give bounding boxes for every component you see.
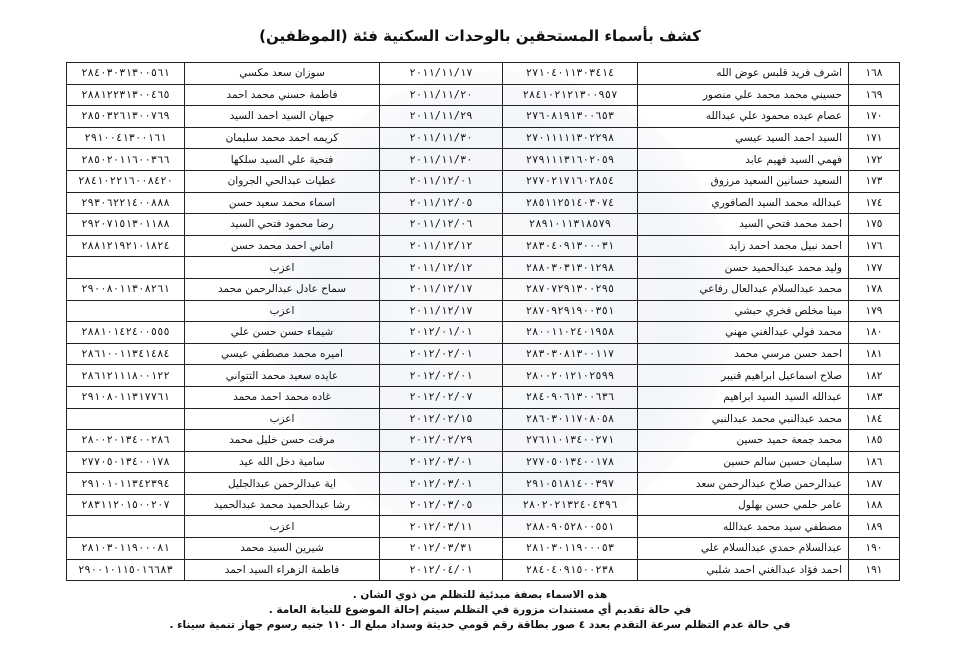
cell-name: فهمي السيد فهيم عابد <box>638 149 849 171</box>
cell-number: ١٨٨ <box>849 494 900 516</box>
cell-name: احمد فؤاد عبدالغني احمد شلبي <box>638 559 849 581</box>
table-row <box>67 365 900 387</box>
cell-name: محمد جمعة حميد حسين <box>638 430 849 452</box>
cell-number: ١٨٩ <box>849 516 900 538</box>
cell-national-id: ٢٨٣٠٣٠٨١٣٠٠١١٧ <box>503 343 638 365</box>
table-row <box>67 170 900 192</box>
cell-number: ١٩١ <box>849 559 900 581</box>
cell-spouse-id: ٢٩٣٠٦٢٢١٤٠٠٨٨٨ <box>67 192 185 214</box>
table-row <box>67 408 900 430</box>
cell-spouse-name: اية عبدالرحمن عبدالجليل <box>185 473 380 495</box>
cell-number: ١٧٤ <box>849 192 900 214</box>
cell-number: ١٦٨ <box>849 63 900 85</box>
cell-number: ١٨٦ <box>849 451 900 473</box>
cell-date: ٢٠١٢/٠٣/٠١ <box>380 473 503 495</box>
cell-spouse-id: ٢٩٠٠١٠١١٥٠١٦٦٨٣ <box>67 559 185 581</box>
table-row <box>67 322 900 344</box>
table-body <box>67 63 900 581</box>
cell-number: ١٧٧ <box>849 257 900 279</box>
cell-name: مصطفي سيد محمد عبدالله <box>638 516 849 538</box>
cell-spouse-name: كريمه احمد محمد سليمان <box>185 127 380 149</box>
cell-spouse-id <box>67 257 185 279</box>
cell-name: محمد عبدالنبي محمد عبدالنبي <box>638 408 849 430</box>
cell-date: ٢٠١١/١١/٣٠ <box>380 127 503 149</box>
cell-spouse-name: فتحية علي السيد سلكها <box>185 149 380 171</box>
cell-number: ١٧٩ <box>849 300 900 322</box>
cell-national-id: ٢٨٧٠٩٢٩١٩٠٠٣٥١ <box>503 300 638 322</box>
cell-date: ٢٠١١/١٢/١٧ <box>380 300 503 322</box>
cell-number: ١٧١ <box>849 127 900 149</box>
note-line: في حالة عدم التظلم سرعة التقدم بعدد ٤ صور بطاقة رقم قومي حديثة وسداد مبلغ الـ ١١٠ جنيه رسوم جهاز تنمية سيناء . <box>169 619 791 631</box>
cell-number: ١٧٢ <box>849 149 900 171</box>
cell-name: عبدالله السيد السيد ابراهيم <box>638 386 849 408</box>
cell-date: ٢٠١٢/٠٣/١١ <box>380 516 503 538</box>
cell-spouse-name: فاطمة حسني محمد احمد <box>185 84 380 106</box>
cell-number: ١٩٠ <box>849 538 900 560</box>
cell-date: ٢٠١١/١١/٣٠ <box>380 149 503 171</box>
cell-spouse-name: غاده محمد احمد محمد <box>185 386 380 408</box>
cell-spouse-name: مرفت حسن خليل محمد <box>185 430 380 452</box>
cell-spouse-name: عطيات عبدالحي الجروان <box>185 170 380 192</box>
cell-spouse-id: ٢٨٤١٠٢٢١٦٠٠٨٤٢٠ <box>67 170 185 192</box>
cell-name: عبدالرحمن صلاح عبدالرحمن سعد <box>638 473 849 495</box>
cell-spouse-name: اسماء محمد سعيد حسن <box>185 192 380 214</box>
table-row <box>67 559 900 581</box>
cell-national-id: ٢٨٠٠٢٠١٢١٠٢٥٩٩ <box>503 365 638 387</box>
cell-name: عبدالسلام حمدي عبدالسلام علي <box>638 538 849 560</box>
table-row <box>67 430 900 452</box>
cell-date: ٢٠١٢/٠٢/٠٧ <box>380 386 503 408</box>
cell-name: السيد احمد السيد عيسي <box>638 127 849 149</box>
cell-name: احمد حسن مرسي محمد <box>638 343 849 365</box>
cell-spouse-id: ٢٨٠٠٢٠١٣٤٠٠٢٨٦ <box>67 430 185 452</box>
table-row <box>67 235 900 257</box>
table-row <box>67 63 900 85</box>
table-row <box>67 257 900 279</box>
cell-date: ٢٠١٢/٠٢/١٥ <box>380 408 503 430</box>
cell-date: ٢٠١٢/٠٣/٠١ <box>380 451 503 473</box>
cell-spouse-id: ٢٨٦١٢١١١٨٠٠١٢٢ <box>67 365 185 387</box>
cell-spouse-id: ٢٨٤٠٣٠٣١٣٠٠٥٦١ <box>67 63 185 85</box>
table-row <box>67 451 900 473</box>
table-row <box>67 494 900 516</box>
cell-spouse-name: اعزب <box>185 257 380 279</box>
cell-national-id: ٢٧١٠٤٠١١٣٠٣٤١٤ <box>503 63 638 85</box>
cell-spouse-id: ٢٨٨١٢٢٣١٣٠٠٤٦٥ <box>67 84 185 106</box>
cell-number: ١٧٦ <box>849 235 900 257</box>
cell-spouse-name: اعزب <box>185 408 380 430</box>
table-row <box>67 192 900 214</box>
cell-date: ٢٠١١/١٢/٠١ <box>380 170 503 192</box>
cell-number: ١٨٧ <box>849 473 900 495</box>
cell-national-id: ٢٧٠١١١١١٣٠٢٢٩٨ <box>503 127 638 149</box>
cell-spouse-id: ٢٨١٠٣٠١١٩٠٠٠٨١ <box>67 538 185 560</box>
cell-spouse-id: ٢٩١٠١٠١١٣٤٢٣٩٤ <box>67 473 185 495</box>
cell-spouse-id: ٢٩٢٠٧١٥١٣٠١١٨٨ <box>67 214 185 236</box>
cell-name: اشرف فريد قلبس عوض الله <box>638 63 849 85</box>
cell-national-id: ٢٨٤٠٩٠٦١٣٠٠٦٣٦ <box>503 386 638 408</box>
cell-number: ١٧٠ <box>849 106 900 128</box>
cell-national-id: ٢٨١٠٣٠١١٩٠٠٠٥٣ <box>503 538 638 560</box>
table-row <box>67 386 900 408</box>
cell-national-id: ٢٧٧٠٢١٧١٦٠٢٨٥٤ <box>503 170 638 192</box>
cell-date: ٢٠١١/١١/١٧ <box>380 63 503 85</box>
cell-spouse-id: ٢٨٥٠٣٢٦١٣٠٠٧٦٩ <box>67 106 185 128</box>
cell-spouse-name: سماح عادل عبدالرحمن محمد <box>185 278 380 300</box>
cell-spouse-name: شيماء حسن حسن علي <box>185 322 380 344</box>
cell-number: ١٨٢ <box>849 365 900 387</box>
cell-name: عبدالله محمد السيد الصافوري <box>638 192 849 214</box>
cell-spouse-name: اميره محمد مصطفي عيسي <box>185 343 380 365</box>
cell-date: ٢٠١١/١٢/١٢ <box>380 235 503 257</box>
cell-national-id: ٢٨٨٠٩٠٥٢٨٠٠٥٥١ <box>503 516 638 538</box>
cell-national-id: ٢٨٤٠٤٠٩١٥٠٠٢٣٨ <box>503 559 638 581</box>
cell-national-id: ٢٨٤١٠٢١٢١٣٠٠٩٥٧ <box>503 84 638 106</box>
notes-block <box>0 588 960 633</box>
note-line: هذه الاسماء بصفة مبدئية للتظلم من ذوي الشان . <box>352 589 608 601</box>
cell-number: ١٨٤ <box>849 408 900 430</box>
cell-date: ٢٠١٢/٠٢/٠١ <box>380 365 503 387</box>
cell-spouse-id: ٢٩٠٠٨٠١١٣٠٨٢٦١ <box>67 278 185 300</box>
cell-spouse-id: ٢٨٦١٠٠١١٣٤١٤٨٤ <box>67 343 185 365</box>
cell-spouse-id: ٢٧٧٠٥٠١٣٤٠٠١٧٨ <box>67 451 185 473</box>
table-row <box>67 278 900 300</box>
cell-spouse-id: ٢٩١٠٨٠١١٣١٧٧٦١ <box>67 386 185 408</box>
table-row <box>67 516 900 538</box>
cell-spouse-name: سامية دخل الله عيد <box>185 451 380 473</box>
cell-date: ٢٠١١/١١/٢٠ <box>380 84 503 106</box>
cell-national-id: ٢٨٨٠٣٠٣١٣٠١٢٩٨ <box>503 257 638 279</box>
table-row <box>67 214 900 236</box>
table-row <box>67 300 900 322</box>
cell-number: ١٧٣ <box>849 170 900 192</box>
cell-date: ٢٠١٢/٠٢/٠١ <box>380 343 503 365</box>
cell-spouse-name: رشا عبدالحميد محمد عبدالحميد <box>185 494 380 516</box>
cell-spouse-id <box>67 516 185 538</box>
cell-spouse-name: اعزب <box>185 300 380 322</box>
cell-name: احمد نبيل محمد احمد زايد <box>638 235 849 257</box>
cell-national-id: ٢٧٦٠٨١٩١٣٠٠٦٥٣ <box>503 106 638 128</box>
cell-name: احمد محمد فتحي السيد <box>638 214 849 236</box>
cell-spouse-id: ٢٨٣١١٢٠١٥٠٠٢٠٧ <box>67 494 185 516</box>
cell-name: صلاح اسماعيل ابراهيم قنيبر <box>638 365 849 387</box>
table-row <box>67 538 900 560</box>
cell-national-id: ٢٨٠٠١١٠٢٤٠١٩٥٨ <box>503 322 638 344</box>
table-row <box>67 127 900 149</box>
cell-name: وليد محمد عبدالحميد حسن <box>638 257 849 279</box>
cell-name: محمد عبدالسلام عبدالعال رفاعي <box>638 278 849 300</box>
cell-spouse-id: ٢٨٨١٠١٤٢٤٠٠٥٥٥ <box>67 322 185 344</box>
cell-spouse-name: سوزان سعد مكسي <box>185 63 380 85</box>
cell-spouse-id <box>67 408 185 430</box>
cell-name: عامر حلمي حسن بهلول <box>638 494 849 516</box>
table-row <box>67 84 900 106</box>
table-row <box>67 149 900 171</box>
cell-number: ١٨٥ <box>849 430 900 452</box>
cell-date: ٢٠١١/١٢/٠٦ <box>380 214 503 236</box>
beneficiaries-table <box>66 62 900 581</box>
table-row <box>67 106 900 128</box>
cell-spouse-id: ٢٨٨١٢١٩٢١٠١٨٢٤ <box>67 235 185 257</box>
cell-national-id: ٢٧٩١١١٣١٦٠٢٠٥٩ <box>503 149 638 171</box>
cell-date: ٢٠١٢/٠٣/٣١ <box>380 538 503 560</box>
cell-spouse-name: فاطمة الزهراء السيد احمد <box>185 559 380 581</box>
cell-date: ٢٠١١/١١/٢٩ <box>380 106 503 128</box>
cell-spouse-name: جيهان السيد احمد السيد <box>185 106 380 128</box>
cell-name: محمد فولي عبدالغني مهني <box>638 322 849 344</box>
cell-number: ١٨٠ <box>849 322 900 344</box>
note-line: في حالة تقديم أي مستندات مزورة في التظلم سيتم إحالة الموضوع للنيابة العامة . <box>268 604 692 616</box>
cell-date: ٢٠١٢/٠٢/٢٩ <box>380 430 503 452</box>
cell-national-id: ٢٨٥١١٢٥١٤٠٣٠٧٤ <box>503 192 638 214</box>
cell-national-id: ٢٨٩١٠١١٣١٨٥٧٩ <box>503 214 638 236</box>
cell-national-id: ٢٨٧٠٧٢٩١٣٠٠٢٩٥ <box>503 278 638 300</box>
cell-national-id: ٢٨٠٢٠٢١٣٢٤٠٤٣٩٦ <box>503 494 638 516</box>
cell-number: ١٧٨ <box>849 278 900 300</box>
cell-national-id: ٢٧٦١١٠١٣٤٠٠٢٧١ <box>503 430 638 452</box>
cell-spouse-id <box>67 300 185 322</box>
cell-national-id: ٢٩١٠٥١٨١٤٠٠٣٩٧ <box>503 473 638 495</box>
cell-name: السعيد حسانين السعيد مرزوق <box>638 170 849 192</box>
cell-date: ٢٠١١/١٢/١٢ <box>380 257 503 279</box>
page-title: كشف بأسماء المستحقين بالوحدات السكنية فئة (الموظفين) <box>259 27 701 45</box>
cell-national-id: ٢٨٣٠٤٠٩١٣٠٠٠٣١ <box>503 235 638 257</box>
cell-date: ٢٠١٢/٠٤/٠١ <box>380 559 503 581</box>
table-row <box>67 343 900 365</box>
cell-date: ٢٠١٢/٠٣/٠٥ <box>380 494 503 516</box>
cell-spouse-name: عايده سعيد محمد التتواني <box>185 365 380 387</box>
cell-date: ٢٠١١/١٢/١٧ <box>380 278 503 300</box>
cell-name: عصام عبده محمود علي عبدالله <box>638 106 849 128</box>
cell-spouse-id: ٢٨٥٠٢٠١١٦٠٠٣٦٦ <box>67 149 185 171</box>
cell-number: ١٦٩ <box>849 84 900 106</box>
cell-name: مينا مخلص فخري حبشي <box>638 300 849 322</box>
cell-number: ١٨١ <box>849 343 900 365</box>
cell-name: سليمان حسين سالم حسين <box>638 451 849 473</box>
table-row <box>67 473 900 495</box>
cell-national-id: ٢٨٦٠٣٠١١٧٠٨٠٥٨ <box>503 408 638 430</box>
cell-date: ٢٠١٢/٠١/٠١ <box>380 322 503 344</box>
cell-spouse-name: رضا محمود فتحي السيد <box>185 214 380 236</box>
cell-national-id: ٢٧٧٠٥٠١٣٤٠٠١٧٨ <box>503 451 638 473</box>
cell-spouse-name: اماني احمد محمد حسن <box>185 235 380 257</box>
cell-date: ٢٠١١/١٢/٠٥ <box>380 192 503 214</box>
cell-number: ١٨٣ <box>849 386 900 408</box>
cell-spouse-name: اعزب <box>185 516 380 538</box>
cell-spouse-id: ٢٩١٠٠٤١٣٠٠١٦١ <box>67 127 185 149</box>
cell-spouse-name: شيرين السيد محمد <box>185 538 380 560</box>
cell-number: ١٧٥ <box>849 214 900 236</box>
cell-name: حسيني محمد محمد علي منصور <box>638 84 849 106</box>
